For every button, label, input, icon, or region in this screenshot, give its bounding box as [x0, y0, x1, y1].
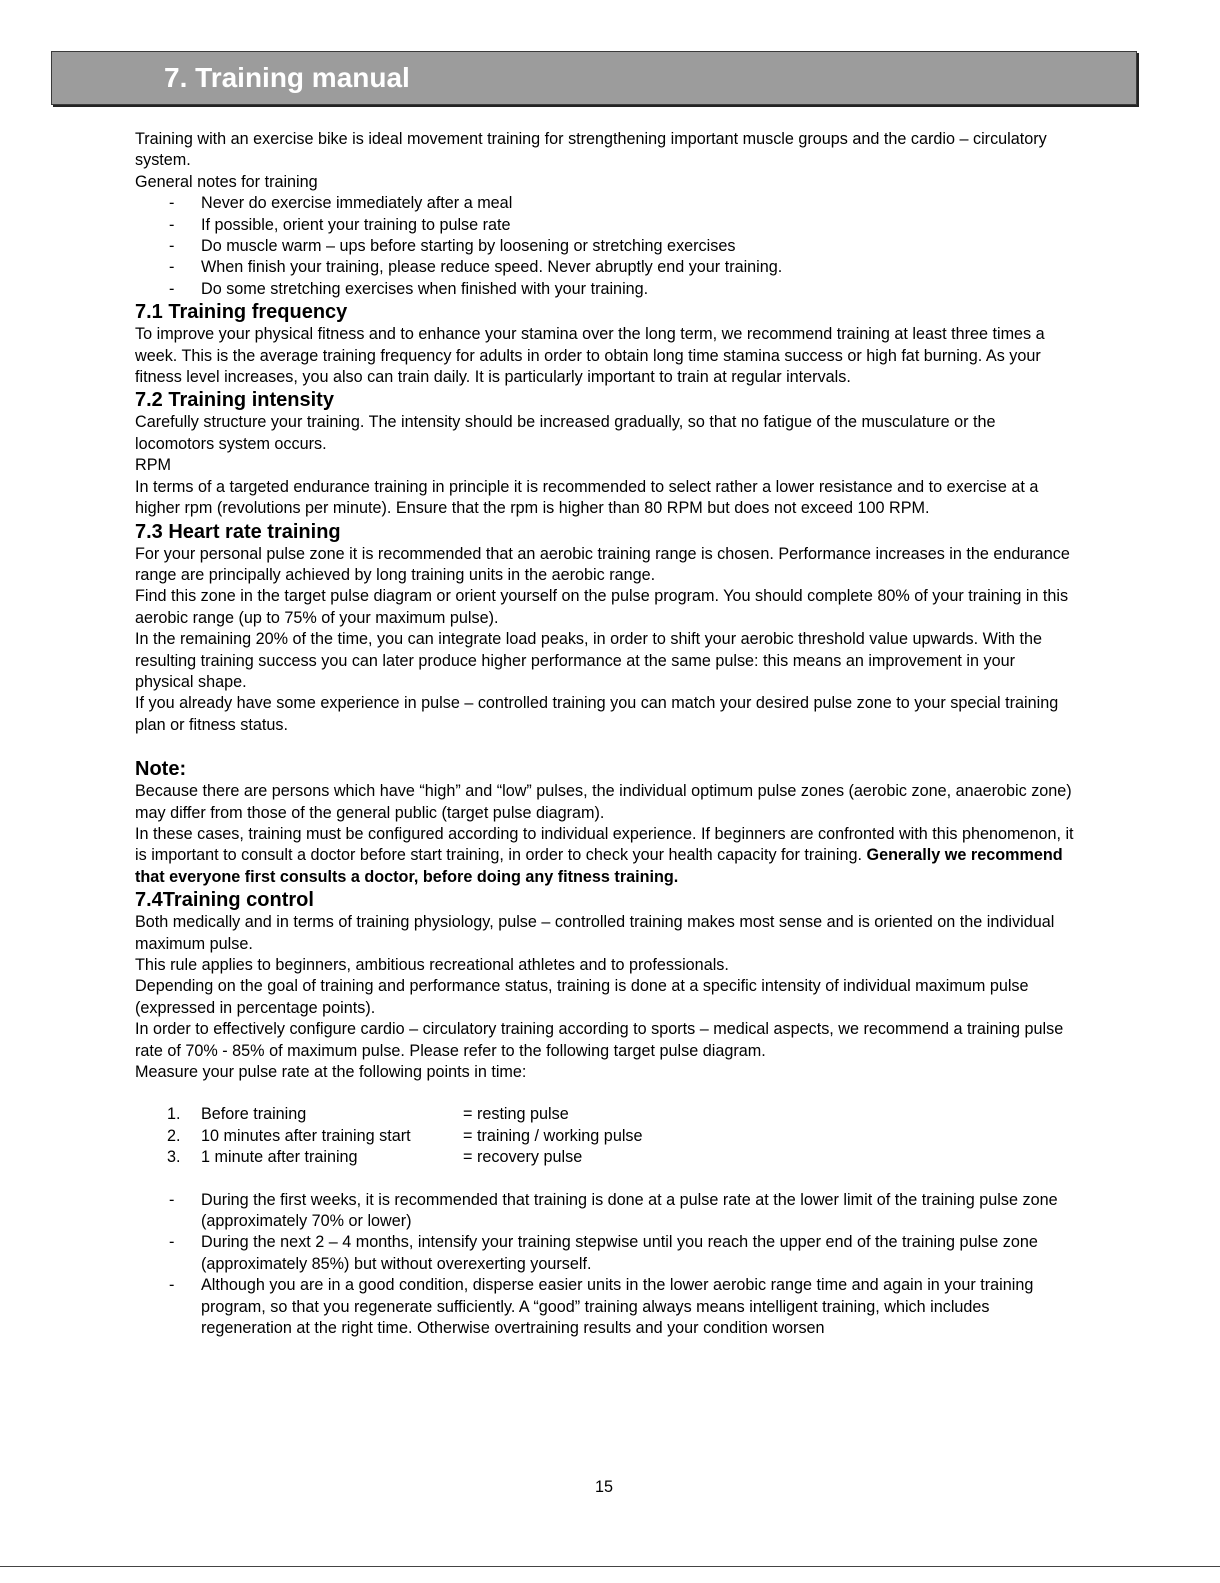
- heart-rate-paragraph-3: In the remaining 20% of the time, you can integrate load peaks, in order to shift your aerobic threshold value upwards. With the resulting training success you can later produce higher performance at the same pulse: this means an improvement in your physical shape.: [135, 630, 1043, 691]
- section-heading-heart-rate: 7.3 Heart rate training: [135, 520, 341, 543]
- rpm-label: RPM: [135, 456, 171, 475]
- control-paragraph-2: This rule applies to beginners, ambitious recreational athletes and to professionals.: [135, 956, 729, 974]
- list-item: - Do some stretching exercises when finished with your training.: [135, 279, 1075, 300]
- measure-time: Before training: [201, 1105, 307, 1124]
- list-item: - Although you are in a good condition, disperse easier units in the lower aerobic range time and again in your training program, so that you regenerate sufficiently. A “good” training always means intelligent training, which includes regeneration at the right time. Otherwise overtraining results and your condition worsen: [135, 1275, 1075, 1339]
- list-item: - Do muscle warm – ups before starting by loosening or stretching exercises: [135, 236, 1075, 257]
- list-item: - When finish your training, please reduce speed. Never abruptly end your training.: [135, 257, 1075, 278]
- section-header-bar: [51, 51, 1137, 105]
- general-notes-list: [135, 193, 1075, 300]
- measure-meaning: = recovery pulse: [463, 1148, 583, 1167]
- measure-meaning: = training / working pulse: [463, 1126, 643, 1145]
- heart-rate-paragraph-4: If you already have some experience in pulse – controlled training you can match your desired pulse zone to your special training plan or fitness status.: [135, 694, 1059, 734]
- list-item: - Never do exercise immediately after a meal: [135, 193, 1075, 214]
- measure-time: 10 minutes after training start: [201, 1126, 411, 1145]
- list-number: 2.: [167, 1126, 181, 1145]
- heart-rate-paragraph-1: For your personal pulse zone it is recommended that an aerobic training range is chosen. Performance increases in the endurance range are principally achieved by long training units in the aerobic range.: [135, 544, 1070, 584]
- spacer: [135, 1083, 1075, 1104]
- list-item: [135, 1147, 1075, 1168]
- intro-paragraph: Training with an exercise bike is ideal movement training for strengthening important muscle groups and the cardio – circulatory system.: [135, 130, 1047, 170]
- section-heading-frequency: 7.1 Training frequency: [135, 301, 348, 324]
- note-heading: Note:: [135, 758, 187, 781]
- note-paragraph-2: [135, 824, 1075, 888]
- control-paragraph-3: Depending on the goal of training and performance status, training is done at a specific intensity of individual maximum pulse (expressed in percentage points).: [135, 977, 1029, 1017]
- list-item: - During the next 2 – 4 months, intensify your training stepwise until you reach the upper end of the training pulse zone (approximately 85%) but without overexerting yourself.: [135, 1232, 1075, 1275]
- bottom-divider: [0, 1566, 1220, 1567]
- spacer: [135, 736, 1075, 757]
- rpm-paragraph: In terms of a targeted endurance training in principle it is recommended to select rather a lower resistance and to exercise at a higher rpm (revolutions per minute). Ensure that the rpm is higher than 80 RPM but does not exceed 100 RPM.: [135, 477, 1039, 518]
- spacer: [135, 1169, 1075, 1190]
- list-item: - If possible, orient your training to pulse rate: [135, 215, 1075, 236]
- note-bold-recommendation: Generally we recommend that everyone first consults a doctor, before doing any fitness training.: [135, 846, 1063, 886]
- measure-meaning: = resting pulse: [463, 1105, 569, 1124]
- control-paragraph-1: Both medically and in terms of training physiology, pulse – controlled training makes most sense and is oriented on the individual maximum pulse.: [135, 913, 1055, 953]
- note-paragraph-1: Because there are persons which have “high” and “low” pulses, the individual optimum pulse zones (aerobic zone, anaerobic zone) may differ from those of the general public (target pulse diagram).: [135, 782, 1072, 822]
- control-paragraph-4: In order to effectively configure cardio – circulatory training according to sports – medical aspects, we recommend a training pulse rate of 70% - 85% of maximum pulse. Please refer to the following target pulse diagram.: [135, 1020, 1064, 1060]
- document-body: [135, 129, 1075, 1340]
- list-item: [135, 1126, 1075, 1147]
- list-number: 3.: [167, 1148, 181, 1167]
- training-advice-list: [135, 1190, 1075, 1340]
- section-heading-intensity: 7.2 Training intensity: [135, 389, 334, 412]
- measure-time: 1 minute after training: [201, 1148, 358, 1167]
- list-item: [135, 1104, 1075, 1125]
- control-paragraph-5: Measure your pulse rate at the following points in time:: [135, 1063, 527, 1082]
- list-item: - During the first weeks, it is recommended that training is done at a pulse rate at the lower limit of the training pulse zone (approximately 70% or lower): [135, 1190, 1075, 1233]
- intensity-paragraph: Carefully structure your training. The intensity should be increased gradually, so that no fatigue of the musculature or the locomotors system occurs.: [135, 413, 996, 453]
- note-text: In these cases, training must be configured according to individual experience. If beginners are confronted with this phenomenon, it is important to consult a doctor before start training, in order to check your health capacity for training.: [135, 824, 1074, 865]
- page-number: 15: [594, 1478, 613, 1496]
- page-title: 7. Training manual: [164, 62, 410, 93]
- frequency-paragraph: To improve your physical fitness and to enhance your stamina over the long term, we recommend training at least three times a week. This is the average training frequency for adults in order to obtain long time stamina success or high fat burning. As your fitness level increases, you also can train daily. It is particularly important to train at regular intervals.: [135, 325, 1045, 387]
- list-number: 1.: [167, 1105, 181, 1124]
- heart-rate-paragraph-2: Find this zone in the target pulse diagram or orient yourself on the pulse program. You should complete 80% of your training in this aerobic range (up to 75% of your maximum pulse).: [135, 587, 1069, 627]
- section-heading-training-control: 7.4Training control: [135, 889, 314, 912]
- pulse-measure-list: [135, 1104, 1075, 1168]
- general-notes-label: General notes for training: [135, 172, 318, 191]
